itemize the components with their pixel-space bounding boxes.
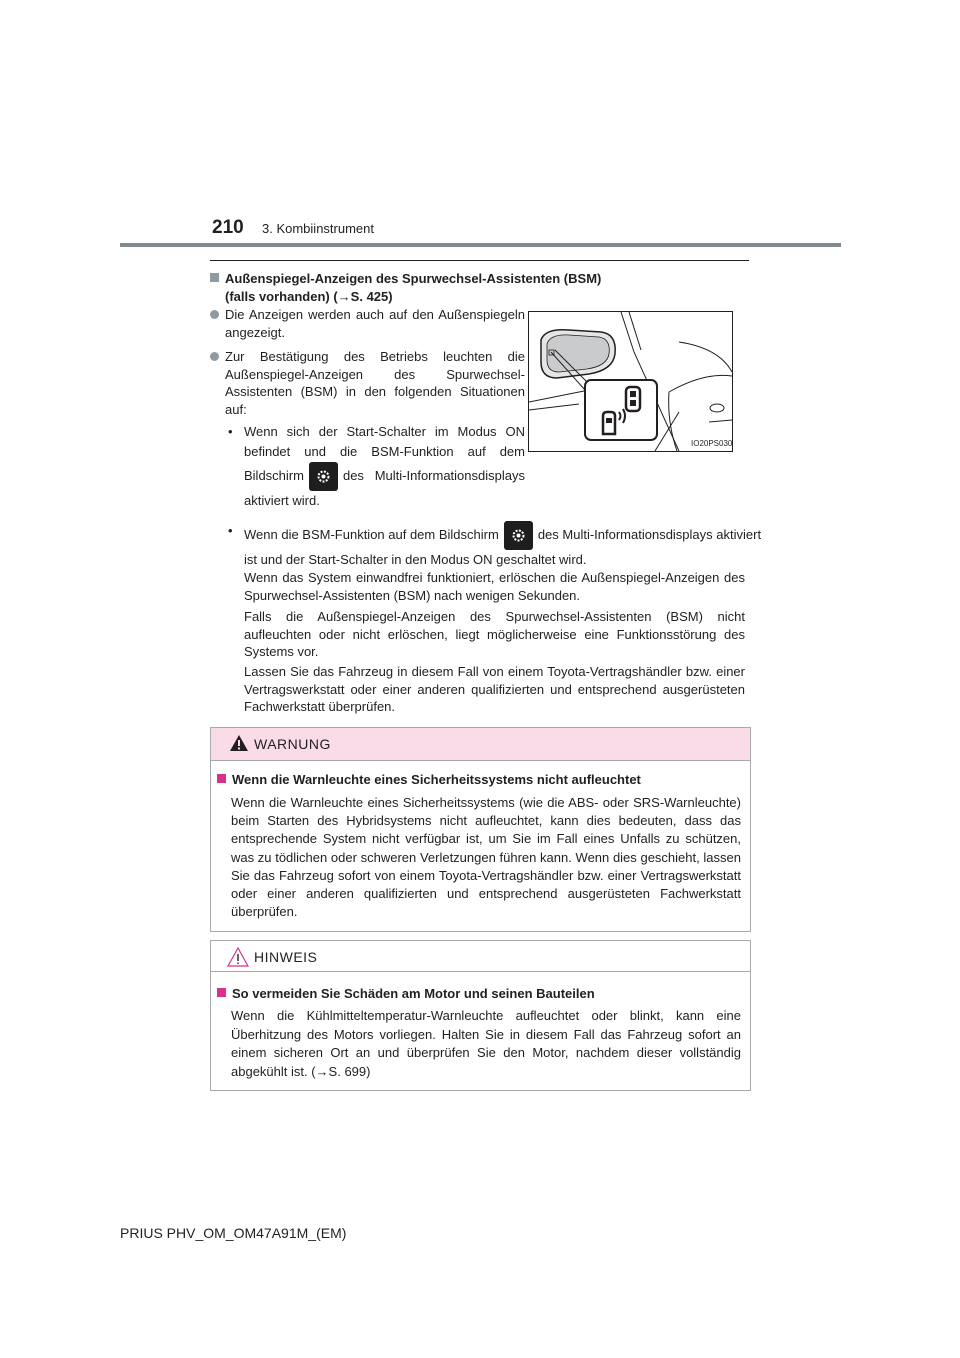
paragraph: Falls die Außenspiegel-Anzeigen des Spurwechsel-Assistenten (BSM) nicht aufleuchten oder nicht erlöschen, liegt möglicherweise eine Funktionsstörung des Systems vor. xyxy=(244,609,745,659)
section-heading xyxy=(210,270,740,305)
sub-bullet-text-cont: des Multi-Informationsdisplays aktiviert wird. xyxy=(244,467,525,508)
mirror-illustration xyxy=(529,312,732,451)
warning-heading-text: Wenn die Warnleuchte eines Sicherheitssystems nicht aufleuchtet xyxy=(232,772,641,787)
square-marker-icon xyxy=(210,273,219,282)
sub-bullet-text: Wenn sich der Start-Schalter im Modus ON befindet und die BSM-Funktion auf dem Bildschirm xyxy=(244,424,525,483)
list-item xyxy=(225,521,764,570)
warning-body: Wenn die Warnleuchte eines Sicherheitssystems (wie die ABS- oder SRS-Warnleuchte) beim Starten des Hybridsystems nicht aufleuchtet, kann dies bedeuten, dass das entsprechende System nicht verfügbar ist, um Sie im Fall eines Unfalls zu schützen, was zu tödlichen oder schweren Verletzungen führen kann. Wenn dies geschieht, lassen Sie das Fahrzeug sofort von einem Toyota-Vertragshändler bzw. einer Vertragswerkstatt oder einer anderen qualifizierten und entsprechend ausgerüsteten Fachwerkstatt überprüfen. xyxy=(231,795,741,920)
note-header xyxy=(211,941,750,972)
warning-heading xyxy=(217,771,742,789)
sub-bullet-text: Wenn die BSM-Funktion auf dem Bildschirm xyxy=(244,526,499,542)
square-marker-icon xyxy=(217,988,226,997)
warning-box xyxy=(210,727,751,932)
list-item xyxy=(210,306,525,341)
note-box xyxy=(210,940,751,1091)
paragraph: Wenn das System einwandfrei funktioniert, erlöschen die Außenspiegel-Anzeigen des Spurwechsel-Assistenten (BSM) nach wenigen Sekunden. xyxy=(244,570,745,603)
note-heading-text: So vermeiden Sie Schäden am Motor und seinen Bauteilen xyxy=(232,986,595,1001)
section-rule xyxy=(210,260,749,261)
bullet-text: Die Anzeigen werden auch auf den Außenspiegeln angezeigt. xyxy=(225,307,525,340)
page-number: 210 xyxy=(212,217,244,238)
list-item xyxy=(210,348,525,418)
bullet-dot-icon xyxy=(210,352,219,361)
bsm-mirror-indicator-icon xyxy=(585,380,657,440)
warning-header xyxy=(211,728,750,761)
bullet-text: Zur Bestätigung des Betriebs leuchten die Außenspiegel-Anzeigen des Spurwechsel-Assistenten (BSM) in den folgenden Situationen auf: xyxy=(225,349,525,417)
caution-triangle-icon xyxy=(227,947,249,967)
bullet-marker: • xyxy=(228,424,233,439)
warning-title: WARNUNG xyxy=(254,736,331,752)
chapter-title: 3. Kombiinstrument xyxy=(262,221,374,236)
bullet-marker: • xyxy=(228,523,233,538)
bullet-dot-icon xyxy=(210,310,219,319)
setup-icon xyxy=(504,521,533,550)
note-heading xyxy=(217,985,742,1003)
warning-triangle-icon xyxy=(229,734,249,752)
figure-code: IO20PS030 xyxy=(691,439,733,448)
header-rule xyxy=(120,243,841,247)
setup-icon xyxy=(309,462,338,491)
paragraph: Lassen Sie das Fahrzeug in diesem Fall von einem Toyota-Vertragshändler bzw. einer Vertragswerkstatt oder einer anderen qualifizierten und entsprechend ausgerüsteten Fachwerkstatt überprüfen. xyxy=(244,664,745,714)
list-item xyxy=(225,422,525,511)
footer-text: PRIUS PHV_OM_OM47A91M_(EM) xyxy=(120,1225,347,1241)
section-heading-line1: Außenspiegel-Anzeigen des Spurwechsel-Assistenten (BSM) xyxy=(225,271,602,286)
note-title: HINWEIS xyxy=(254,949,318,965)
section-heading-line2: (falls vorhanden) (→S. 425) xyxy=(225,288,393,304)
bsm-mirror-figure xyxy=(528,311,733,452)
note-body: Wenn die Kühlmitteltemperatur-Warnleuchte aufleuchtet oder blinkt, kann eine Überhitzung des Motors vorliegen. Halten Sie in diesem Fall das Fahrzeug sofort an einem sicheren Ort an und überprüfen Sie den Motor, nachdem dieser vollständig abgekühlt ist. (→S. 699) xyxy=(231,1008,741,1079)
sub-bullet-text-cont: des Multi-Informationsdisplays aktiviert ist und der Start-Schalter in den Modus ON geschaltet wird. xyxy=(244,526,762,567)
square-marker-icon xyxy=(217,774,226,783)
